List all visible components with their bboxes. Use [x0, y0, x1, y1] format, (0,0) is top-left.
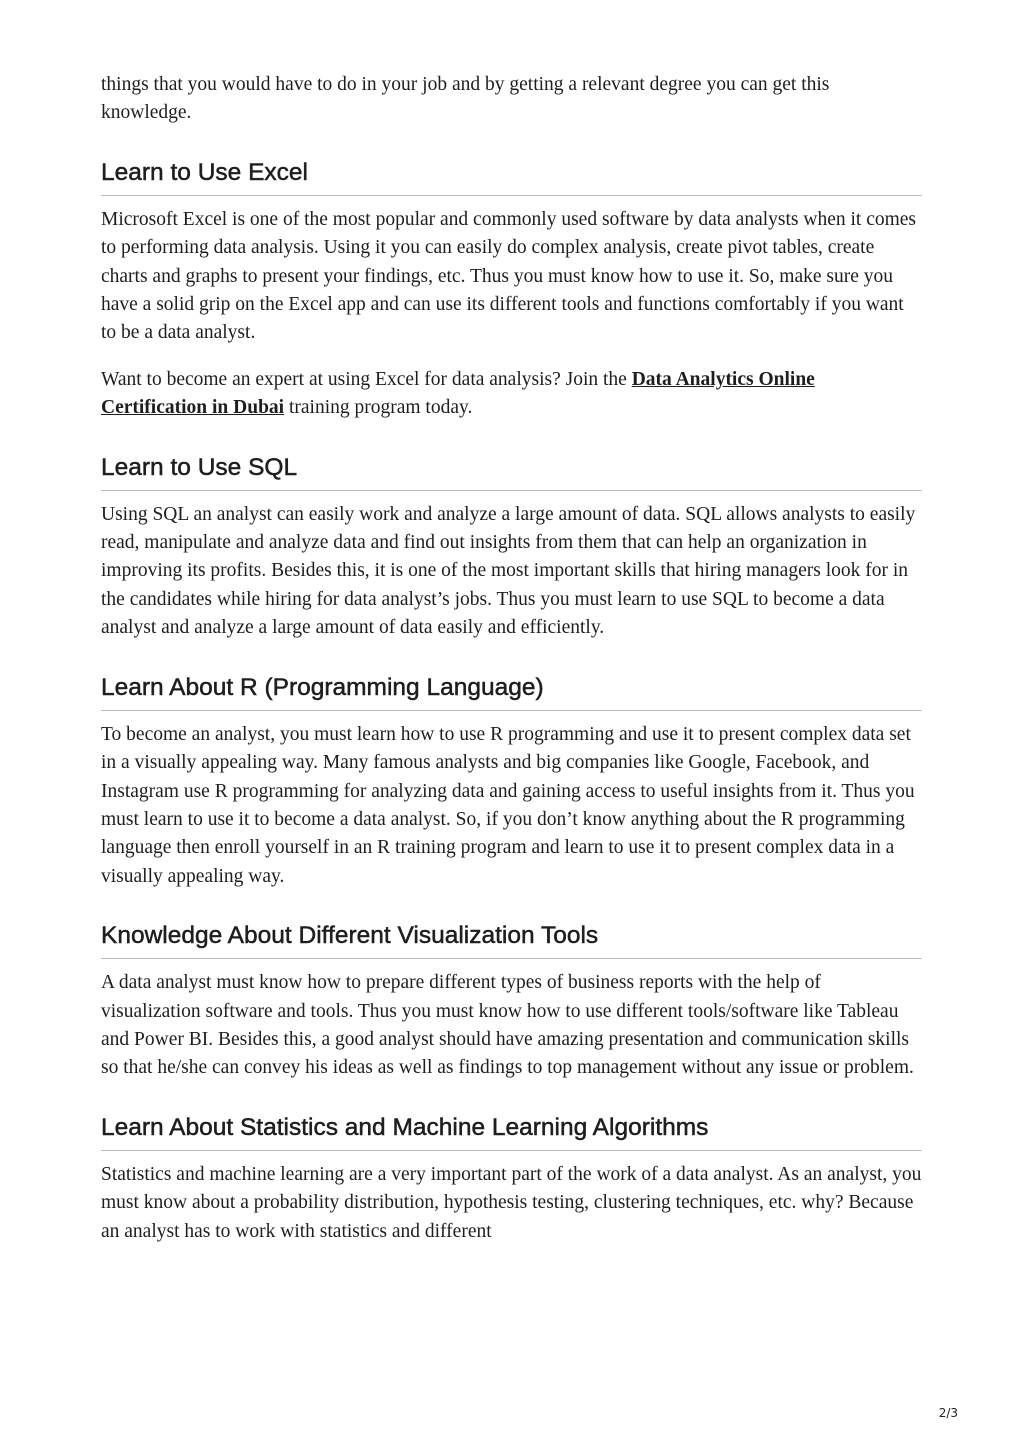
- excel-cta-paragraph: [101, 366, 922, 423]
- excel-paragraph: Microsoft Excel is one of the most popular and commonly used software by data analysts when it comes to performing data analysis. Using it you can easily do complex analysis, create pivot tables, create charts and graphs to present your findings, etc. Thus you must know how to use it. So, make sure you have a solid grip on the Excel app and can use its different tools and functions comfortably if you want to be a data analyst.: [101, 208, 917, 344]
- sql-paragraph: Using SQL an analyst can easily work and analyze a large amount of data. SQL allows analysts to easily read, manipulate and analyze data and find out insights from them that can help an organization in improving its profits. Besides this, it is one of the most important skills that hiring managers look for in the candidates while hiring for data analyst’s jobs. Thus you must learn to use SQL to become a data analyst and analyze a large amount of data easily and efficiently.: [101, 503, 916, 639]
- statistics-paragraph: Statistics and machine learning are a very important part of the work of a data analyst. As an analyst, you must know about a probability distribution, hypothesis testing, clustering techniques, etc. why? Because an analyst has to work with statistics and different: [101, 1163, 922, 1242]
- intro-paragraph: things that you would have to do in your job and by getting a relevant degree you can get this knowledge.: [101, 74, 830, 124]
- page-number: 2/3: [938, 1406, 958, 1420]
- section-sql: [101, 453, 922, 643]
- heading-statistics: Learn About Statistics and Machine Learning Algorithms: [101, 1113, 922, 1151]
- section-r: [101, 673, 922, 891]
- heading-r: Learn About R (Programming Language): [101, 673, 922, 711]
- document-page: [101, 71, 922, 1276]
- cta-text-after: training program today.: [284, 397, 473, 419]
- section-statistics: [101, 1113, 922, 1246]
- section-visualization: [101, 921, 922, 1083]
- heading-excel: Learn to Use Excel: [101, 158, 922, 196]
- heading-visualization: Knowledge About Different Visualization Tools: [101, 921, 922, 959]
- data-analytics-certification-link[interactable]: Data Analytics Online Certification in Dubai: [101, 368, 815, 419]
- visualization-paragraph: A data analyst must know how to prepare different types of business reports with the help of visualization software and tools. Thus you must know how to use different tools/software like Tableau and Power BI. Besides this, a good analyst should have amazing presentation and communication skills so that he/she can convey his ideas as well as findings to top management without any issue or problem.: [101, 972, 914, 1079]
- section-excel: [101, 158, 922, 423]
- cta-text-before: Want to become an expert at using Excel for data analysis? Join the: [101, 368, 632, 390]
- r-paragraph: To become an analyst, you must learn how to use R programming and use it to present complex data set in a visually appealing way. Many famous analysts and big companies like Google, Facebook, and Instagram use R programming for analyzing data and gaining access to useful insights from it. Thus you must learn to use it to become a data analyst. So, if you don’t know anything about the R programming language then enroll yourself in an R training program and learn to use it to present complex data in a visually appealing way.: [101, 723, 915, 887]
- heading-sql: Learn to Use SQL: [101, 453, 922, 491]
